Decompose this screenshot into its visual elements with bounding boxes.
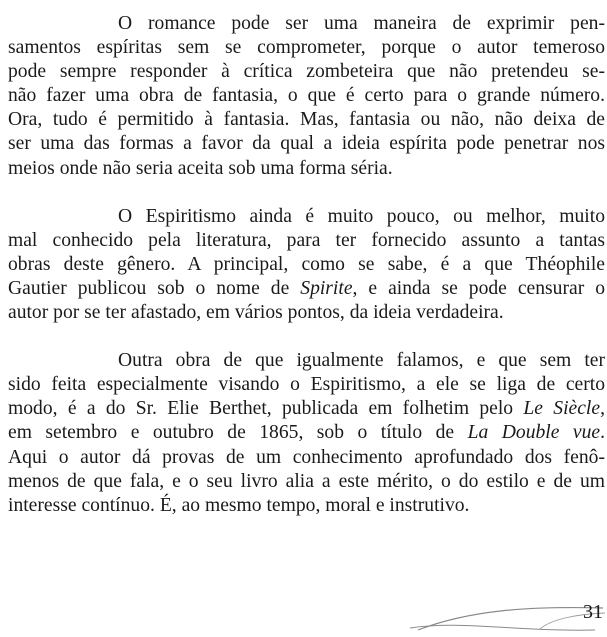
text-line: não fazer uma obra de fantasia, o que é certo para o grande número.: [8, 85, 605, 107]
text-line: O romance pode ser uma maneira de exprimir pen-: [118, 13, 605, 34]
text-line: ser uma das formas a favor da qual a ideia espírita pode penetrar nos: [8, 133, 605, 155]
paragraph-1: [8, 12, 605, 181]
paragraph-2: [8, 205, 605, 325]
text-line: O Espiritismo ainda é muito pouco, ou melhor, muito: [118, 205, 605, 227]
text-line: autor por se ter afastado, em vários pontos, da ideia verdadeira.: [8, 302, 504, 324]
periodical-title-le-siecle: Le Siècle: [523, 398, 601, 420]
page-footer: [400, 598, 607, 634]
text-segment: Gautier publicou sob o nome de: [8, 277, 301, 299]
text-segment: modo, é a do Sr. Elie Berthet, publicada em folhetim pelo: [8, 398, 524, 420]
text-line: [8, 397, 605, 421]
text-segment: em setembro e outubro de 1865, sob o título de: [8, 422, 468, 444]
text-line: Ora, tudo é permitido à fantasia. Mas, fantasia ou não, não deixa de: [8, 109, 605, 131]
text-line: [8, 421, 605, 445]
text-segment: ,: [600, 398, 605, 420]
text-line: Aqui o autor dá provas de um conhecimento aprofundado dos fenô-: [8, 446, 605, 468]
paragraph-3: [8, 349, 605, 518]
text-line: sido feita especialmente visando o Espiritismo, a ele se liga de certo: [8, 374, 605, 396]
footer-swash-ornament: [400, 598, 607, 634]
text-line: menos de que fala, e o seu livro alia a este mérito, o do estilo e de um: [8, 470, 605, 492]
text-line: pode sempre responder à crítica zombeteira que não pretendeu se-: [8, 61, 605, 83]
text-line: [8, 277, 605, 301]
text-line: interesse contínuo. É, ao mesmo tempo, moral e instrutivo.: [8, 494, 470, 516]
text-segment: .: [600, 422, 605, 444]
text-line: samentos espíritas sem se comprometer, porque o autor temeroso: [8, 37, 605, 59]
text-line: Outra obra de que igualmente falamos, e que sem ter: [118, 350, 605, 372]
book-title-spirite: Spirite: [300, 277, 353, 299]
page-number: 31: [583, 601, 603, 623]
text-line: mal conhecido pela literatura, para ter fornecido assunto a tantas: [8, 229, 605, 251]
text-line: obras deste gênero. A principal, como se sabe, é a que Théophile: [8, 253, 605, 275]
book-title-la-double-vue: La Double vue: [467, 422, 601, 444]
text-line: meios onde não seria aceita sob uma forma séria.: [8, 157, 393, 179]
text-segment: , e ainda se pode censurar o: [352, 277, 605, 299]
page-body: [8, 12, 605, 518]
